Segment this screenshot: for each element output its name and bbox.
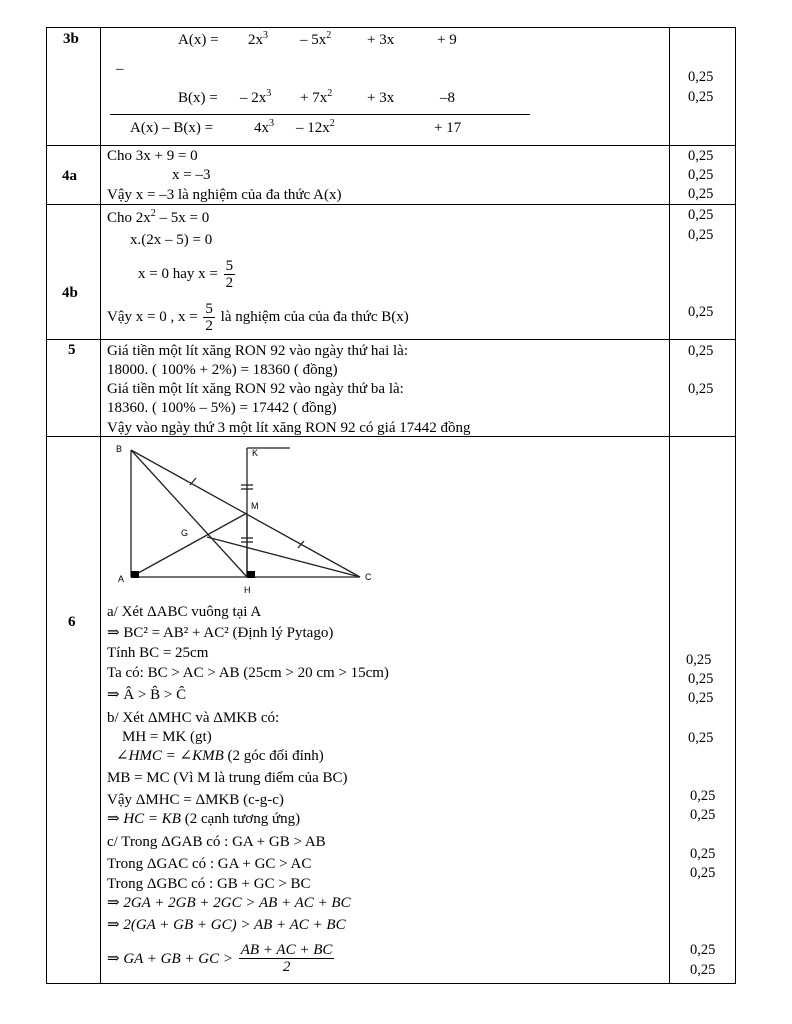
solution-line: MH = MK (gt) bbox=[122, 729, 212, 745]
solution-line: c/ Trong ΔGAB có : GA + GB > AB bbox=[107, 834, 326, 850]
polynomial-a-name: A(x) = bbox=[178, 32, 219, 48]
score: 0,25 bbox=[688, 167, 714, 183]
solution-line: ⇒ HC = KB (2 cạnh tương ứng) bbox=[107, 811, 301, 827]
score: 0,25 bbox=[690, 942, 716, 958]
score: 0,25 bbox=[688, 227, 714, 243]
figure-label-m: M bbox=[251, 501, 259, 511]
solution-line: Tính BC = 25cm bbox=[107, 645, 209, 661]
polynomial-a-term: + 3x bbox=[367, 32, 395, 48]
difference-name: A(x) – B(x) = bbox=[130, 120, 214, 136]
score: 0,25 bbox=[688, 343, 714, 359]
polynomial-b-term: + 3x bbox=[367, 90, 395, 106]
table-border-bottom bbox=[46, 983, 736, 984]
polynomial-a-term: $2x^3$ bbox=[248, 30, 268, 48]
solution-line: Trong ΔGAC có : GA + GC > AC bbox=[107, 856, 312, 872]
score: 0,25 bbox=[688, 69, 714, 85]
solution-line: Giá tiền một lít xăng RON 92 vào ngày thứ hai là: bbox=[107, 343, 408, 359]
solution-line: 18360. ( 100% – 5%) = 17442 ( đồng) bbox=[107, 400, 337, 416]
difference-term: $4x^3$ bbox=[254, 118, 274, 136]
subtraction-rule bbox=[110, 114, 530, 115]
polynomial-a-term: – $5x^2$ bbox=[300, 30, 332, 48]
solution-line: 18000. ( 100% + 2%) = 18360 ( đồng) bbox=[107, 362, 338, 378]
solution-line: Vậy ΔMHC = ΔMKB (c-g-c) bbox=[107, 792, 284, 808]
table-border-right bbox=[735, 27, 736, 984]
solution-line: x.(2x – 5) = 0 bbox=[130, 232, 213, 248]
difference-term: – $12x^2$ bbox=[296, 118, 335, 136]
score: 0,25 bbox=[688, 671, 714, 687]
solution-line: b/ Xét ΔMHC và ΔMKB có: bbox=[107, 710, 280, 726]
solution-line: ⇒ Â > B̂ > Ĉ bbox=[107, 687, 187, 703]
table-border-left bbox=[46, 27, 47, 984]
polynomial-b-term: –8 bbox=[440, 90, 455, 106]
score: 0,25 bbox=[688, 207, 714, 223]
subtraction-sign: – bbox=[116, 61, 124, 77]
score: 0,25 bbox=[690, 807, 716, 823]
figure-label-a: A bbox=[118, 574, 125, 584]
polynomial-b-term: – $2x^3$ bbox=[240, 88, 272, 106]
score: 0,25 bbox=[690, 865, 716, 881]
score: 0,25 bbox=[690, 962, 716, 978]
solution-line: Vậy x = 0 , x = $\frac{5}{2}$ là nghiệm của của đa thức B(x) bbox=[107, 301, 409, 334]
solution-line: x = –3 bbox=[172, 167, 211, 183]
solution-line: Trong ΔGBC có : GB + GC > BC bbox=[107, 876, 311, 892]
score: 0,25 bbox=[688, 690, 714, 706]
row-divider bbox=[46, 204, 736, 205]
solution-line: Cho 3x + 9 = 0 bbox=[107, 148, 198, 164]
figure-label-c: C bbox=[365, 572, 372, 582]
table-border-col1 bbox=[100, 27, 101, 984]
score: 0,25 bbox=[690, 846, 716, 862]
row-divider bbox=[46, 145, 736, 146]
solution-line: ⇒ 2GA + 2GB + 2GC > AB + AC + BC bbox=[107, 895, 351, 911]
table-border-col2 bbox=[669, 27, 670, 984]
triangle-figure bbox=[110, 440, 380, 600]
solution-line: ⇒ GA + GB + GC > $\frac{AB + AC + BC}{2}$ bbox=[107, 942, 333, 975]
figure-label-b: B bbox=[116, 444, 123, 454]
figure-label-k: K bbox=[252, 448, 259, 458]
score: 0,25 bbox=[688, 730, 714, 746]
solution-line: Cho $2x^2 - 5x = 0$ bbox=[107, 208, 210, 226]
score: 0,25 bbox=[688, 89, 714, 105]
solution-line: a/ Xét ΔABC vuông tại A bbox=[107, 604, 262, 620]
solution-line: Ta có: BC > AC > AB (25cm > 20 cm > 15cm) bbox=[107, 665, 389, 681]
row-label-5: 5 bbox=[68, 342, 76, 358]
row-label-4b: 4b bbox=[62, 285, 78, 301]
score: 0,25 bbox=[688, 186, 714, 202]
score: 0,25 bbox=[688, 304, 714, 320]
solution-line: MB = MC (Vì M là trung điểm của BC) bbox=[107, 770, 348, 786]
solution-line: Giá tiền một lít xăng RON 92 vào ngày thứ ba là: bbox=[107, 381, 404, 397]
solution-line: ⇒ 2(GA + GB + GC) > AB + AC + BC bbox=[107, 917, 346, 933]
row-label-4a: 4a bbox=[62, 168, 77, 184]
polynomial-b-term: + $7x^2$ bbox=[300, 88, 333, 106]
solution-line: Vậy vào ngày thứ 3 một lít xăng RON 92 có giá 17442 đồng bbox=[107, 420, 471, 436]
solution-line: Vậy x = –3 là nghiệm của đa thức A(x) bbox=[107, 187, 342, 203]
solution-line: ∠HMC = ∠KMB (2 góc đối đỉnh) bbox=[116, 748, 324, 764]
row-label-3b: 3b bbox=[63, 31, 79, 47]
polynomial-b-name: B(x) = bbox=[178, 90, 218, 106]
figure-label-h: H bbox=[244, 585, 251, 595]
solution-line: ⇒ BC² = AB² + AC² (Định lý Pytago) bbox=[107, 625, 334, 641]
polynomial-a-term: + 9 bbox=[437, 32, 457, 48]
score: 0,25 bbox=[688, 148, 714, 164]
figure-label-g: G bbox=[181, 528, 189, 538]
difference-term: + 17 bbox=[434, 120, 462, 136]
solution-line: x = 0 hay x = $\frac{5}{2}$ bbox=[138, 258, 234, 291]
score: 0,25 bbox=[688, 381, 714, 397]
score: 0,25 bbox=[690, 788, 716, 804]
row-divider bbox=[46, 339, 736, 340]
table-border-top bbox=[46, 27, 736, 28]
score: 0,25 bbox=[686, 652, 712, 668]
row-label-6: 6 bbox=[68, 614, 76, 630]
